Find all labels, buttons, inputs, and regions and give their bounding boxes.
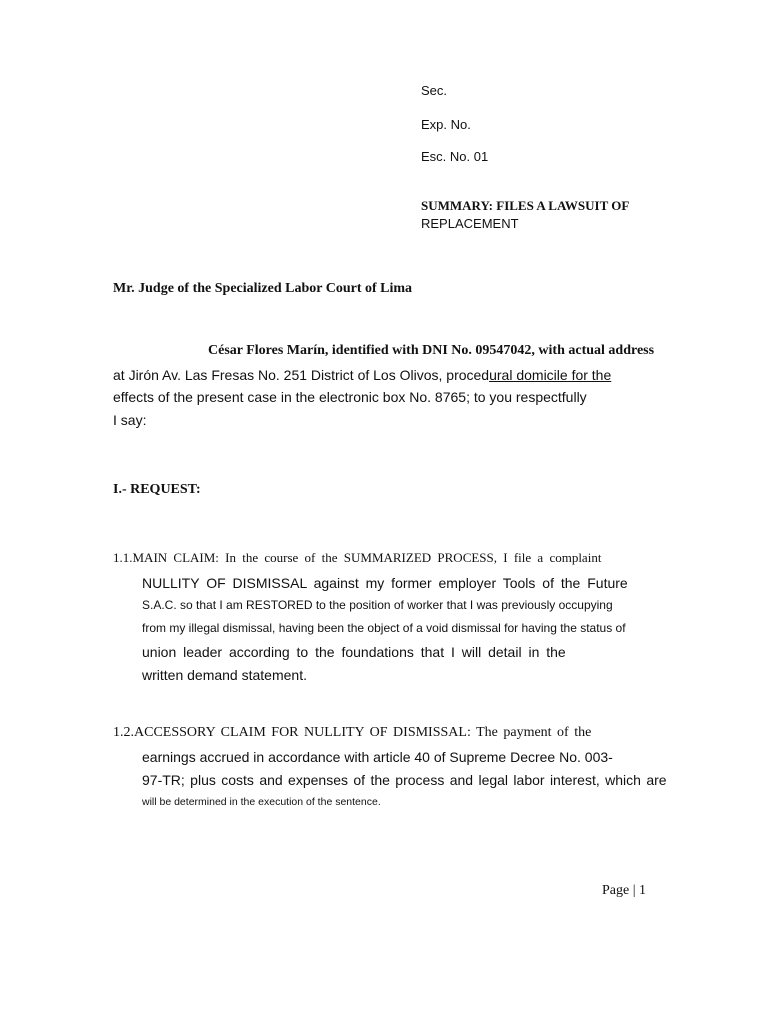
sec-label: Sec. bbox=[421, 83, 448, 98]
intro-line-2-part-b: ural domicile for the bbox=[489, 367, 612, 383]
intro-line-4: I say: bbox=[113, 412, 147, 428]
intro-line-2 bbox=[113, 367, 611, 383]
claim1-line-2: NULLITY OF DISMISSAL against my former employer Tools of the Future bbox=[142, 575, 628, 591]
claim2-line-4: will be determined in the execution of the sentence. bbox=[142, 796, 381, 808]
addressee-line: Mr. Judge of the Specialized Labor Court of Lima bbox=[113, 281, 413, 296]
claim2-line-3: 97-TR; plus costs and expenses of the process and legal labor interest, which are bbox=[142, 772, 667, 788]
intro-line-3: effects of the present case in the electronic box No. 8765; to you respectfully bbox=[113, 389, 587, 405]
exp-no-label: Exp. No. bbox=[421, 117, 471, 132]
claim1-line-6: written demand statement. bbox=[142, 667, 307, 683]
summary-title: SUMMARY: FILES A LAWSUIT OF bbox=[421, 198, 630, 213]
claim1-line-5: union leader according to the foundations that I will detail in the bbox=[142, 644, 566, 660]
claim1-line-3: S.A.C. so that I am RESTORED to the position of worker that I was previously occupying bbox=[142, 598, 613, 612]
page-number: Page | 1 bbox=[602, 883, 647, 898]
summary-subtitle: REPLACEMENT bbox=[421, 216, 519, 231]
intro-line-2-part-a: at Jirón Av. Las Fresas No. 251 District of Los Olivos, proced bbox=[113, 367, 490, 383]
esc-no-label: Esc. No. 01 bbox=[421, 149, 489, 164]
claim1-line-1: 1.1.MAIN CLAIM: In the course of the SUMMARIZED PROCESS, I file a complaint bbox=[113, 550, 602, 565]
intro-line-1: César Flores Marín, identified with DNI No. 09547042, with actual address bbox=[208, 343, 655, 358]
claim2-line-1: 1.2.ACCESSORY CLAIM FOR NULLITY OF DISMISSAL: The payment of the bbox=[113, 725, 592, 740]
section-heading-request: I.- REQUEST: bbox=[113, 482, 201, 497]
claim2-line-2: earnings accrued in accordance with article 40 of Supreme Decree No. 003- bbox=[142, 749, 613, 765]
claim1-line-4: from my illegal dismissal, having been the object of a void dismissal for having the status of bbox=[142, 621, 626, 635]
